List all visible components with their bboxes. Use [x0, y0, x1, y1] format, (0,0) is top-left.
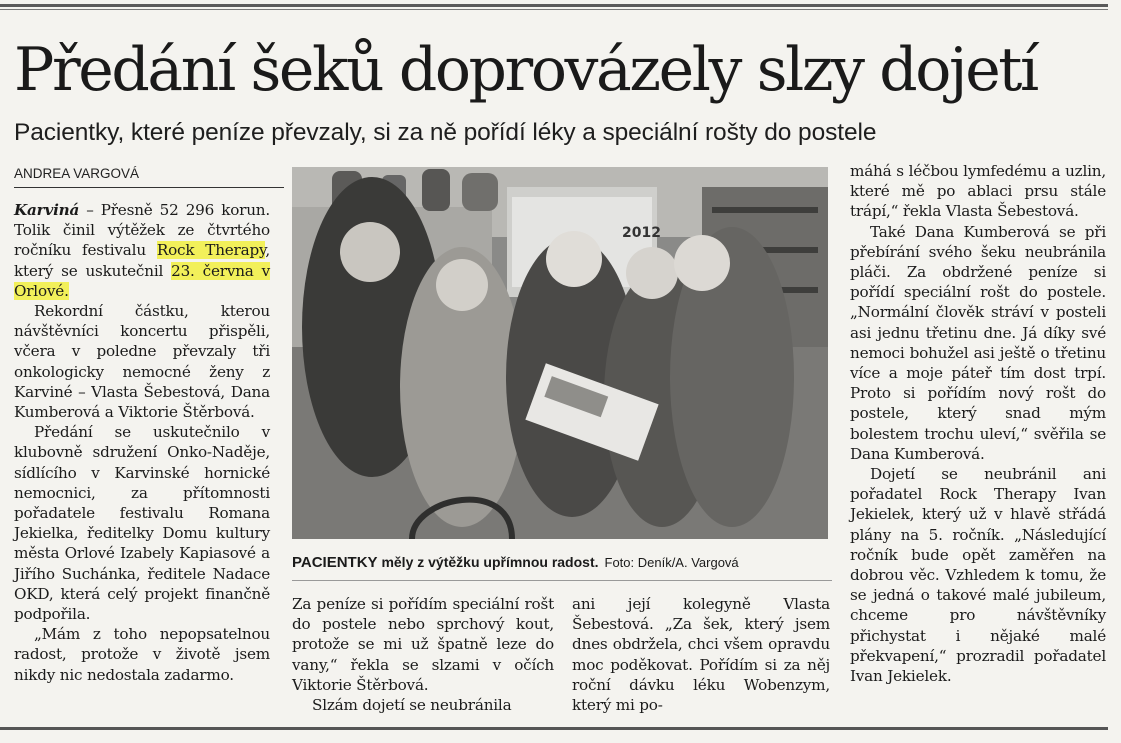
article-photo	[292, 167, 828, 539]
calendar-year: 2012	[622, 225, 661, 241]
caption-lead: PACIENTKY	[292, 554, 378, 571]
highlight-festival: Rock Therapy	[156, 241, 266, 260]
column-4	[850, 161, 1106, 686]
paragraph-7: ani její kolegyně Vlasta Šebestová. „Za šek, který jsem dnes obdržela, chci všem opravdu moc poděkovat. Pořídím si za něj roční dávku léku Wobenzym, který mi po-	[572, 595, 830, 715]
byline: ANDREA VARGOVÁ	[14, 164, 284, 188]
headline: Předání šeků doprovázely slzy dojetí	[14, 35, 1037, 105]
paragraph-1-text-a: – Přesně 52 296 korun. Tolik činil výtěžek ze čtvrtého ročníku festivalu	[14, 201, 270, 260]
subheadline: Pacientky, které peníze převzaly, si za ně pořídí léky a speciální rošty do postele	[14, 119, 877, 146]
paragraph-6: Slzám dojetí se neubránila	[312, 696, 512, 715]
paragraph-4: „Mám z toho nepopsatelnou radost, protože v životě jsem nikdy nic nedostala zadarmo.	[14, 625, 270, 684]
paragraph-1-text-b: , který se uskutečnil	[14, 241, 270, 280]
caption-rule	[292, 580, 832, 581]
paragraph-1	[14, 200, 270, 301]
caption-text: měly z výtěžku upřímnou radost.	[377, 554, 599, 570]
paragraph-9: Také Dana Kumberová se při přebírání svého šeku neubránila pláči. Za obdržené peníze si pořídí speciální rošt do postele. „Normální člověk stráví v posteli asi jednu třetinu dne. Já díky své nemoci bohužel asi ještě o třetinu více a moje páteř tím dost trpí. Proto si pořídím nový rošt do postele, který snad mým bolestem trochu uleví,“ svěřila se Dana Kumberová.	[850, 222, 1106, 463]
paragraph-5: Za peníze si pořídím speciální rošt do postele nebo sprchový kout, protože se mi už špatně leze do vany,“ řekla se slzami v očích Viktorie Štěrbová.	[292, 595, 554, 694]
top-rule-thin	[0, 9, 1108, 10]
paragraph-8: máhá s léčbou lymfedému a uzlin, které mě po ablaci prsu stále trápí,“ řekla Vlasta Šebestová.	[850, 162, 1106, 221]
column-2	[292, 594, 554, 715]
dateline: Karviná	[14, 201, 80, 219]
highlight-date: 23. června v Orlové.	[14, 261, 270, 300]
paragraph-10: Dojetí se neubránil ani pořadatel Rock Therapy Ivan Jekielek, který už v hlavě střádá plány na 5. ročník. „Následující ročník bude opět zaměřen na dobrou věc. Vzhledem k tomu, že se jedná o takové malé jubileum, chceme pro návštěvníky přichystat i nějaké malé překvapení,“ prozradil pořadatel Ivan Jekielek.	[850, 465, 1106, 686]
paragraph-3: Předání se uskutečnilo v klubovně sdružení Onko-Naděje, sídlícího v Karvinské hornické nemocnici, za přítomnosti pořadatele festivalu Romana Jekielka, ředitelky Domu kultury města Orlové Izabely Kapiasové a Jiřího Suchánka, ředitele Nadace OKD, která celý projekt finančně podpořila.	[14, 423, 270, 624]
photo-credit: Foto: Deník/A. Vargová	[604, 555, 739, 570]
paragraph-2: Rekordní částku, kterou návštěvníci koncertu přispěli, včera v poledne převzaly tři onkologicky nemocné ženy z Karviné – Vlasta Šebestová, Dana Kumberová a Viktorie Štěrbová.	[14, 302, 270, 422]
column-1	[14, 200, 270, 685]
photo-caption	[292, 552, 832, 573]
column-3	[572, 594, 830, 715]
bottom-rule	[0, 727, 1108, 730]
top-rule	[0, 4, 1108, 7]
